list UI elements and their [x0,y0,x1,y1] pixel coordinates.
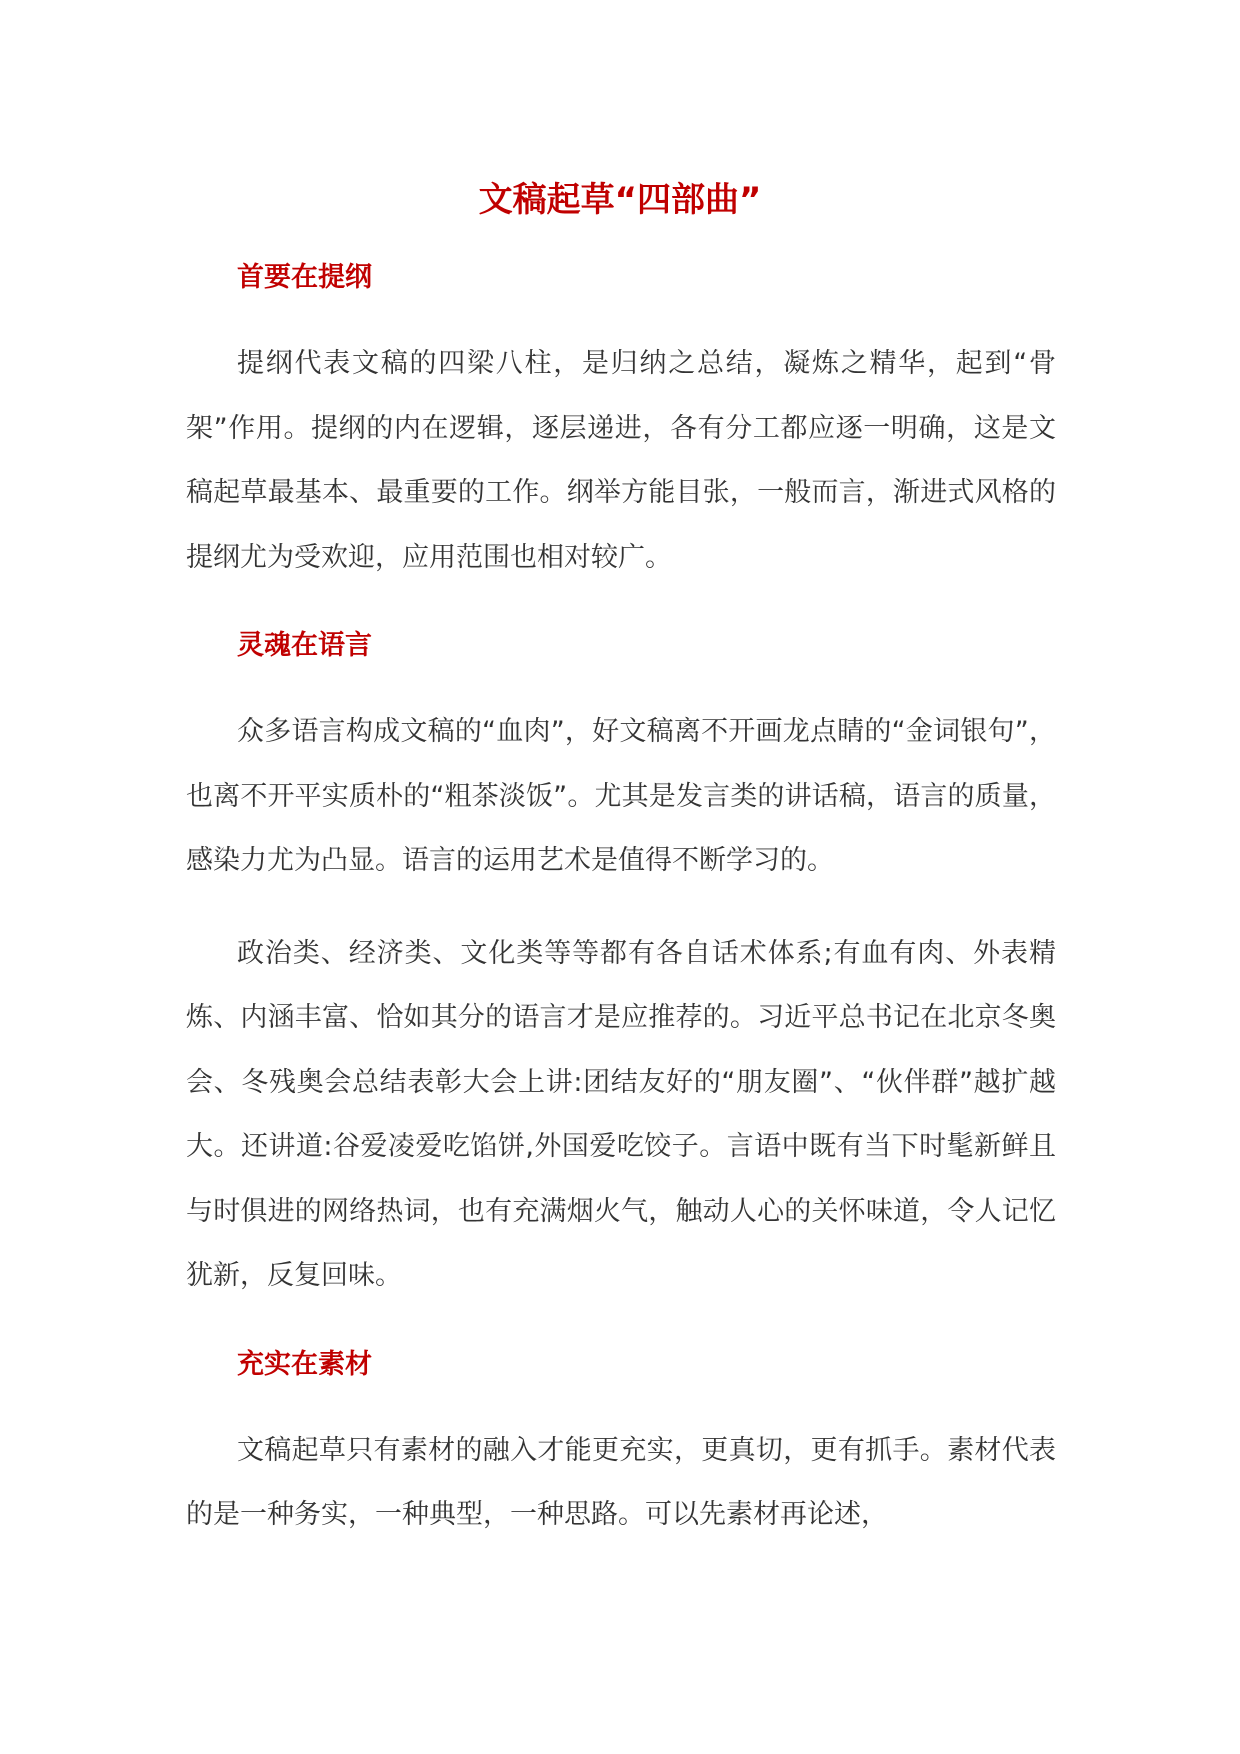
section-heading: 首要在提纲 [237,262,372,293]
paragraph: 提纲代表文稿的四梁八柱，是归纳之总结，凝炼之精华，起到“骨架”作用。提纲的内在逻辑，逐层递进，各有分工都应逐一明确，这是文稿起草最基本、最重要的工作。纲举方能目张，一般而言，渐进式风格的提纲尤为受欢迎，应用范围也相对较广。 [186,348,1056,573]
section-heading: 灵魂在语言 [237,630,372,661]
section-language [186,618,1056,1309]
document-title: 文稿起草“四部曲” [478,180,762,220]
section-material [186,1337,1056,1548]
paragraph: 文稿起草只有素材的融入才能更充实，更真切，更有抓手。素材代表的是一种务实，一种典型，一种思路。可以先素材再论述， [186,1434,1056,1530]
paragraph: 政治类、经济类、文化类等等都有各自话术体系;有血有肉、外表精炼、内涵丰富、恰如其分的语言才是应推荐的。习近平总书记在北京冬奥会、冬残奥会总结表彰大会上讲:团结友好的“朋友圈”、“伙伴群”越扩越大。还讲道:谷爱凌爱吃馅饼,外国爱吃饺子。言语中既有当下时髦新鲜且与时俱进的网络热词，也有充满烟火气，触动人心的关怀味道，令人记忆犹新，反复回味。 [186,937,1056,1291]
section-outline [186,250,1056,590]
paragraph: 众多语言构成文稿的“血肉”，好文稿离不开画龙点睛的“金词银句”，也离不开平实质朴的“粗茶淡饭”。尤其是发言类的讲话稿，语言的质量，感染力尤为凸显。语言的运用艺术是值得不断学习的。 [186,716,1056,876]
section-heading: 充实在素材 [237,1348,372,1380]
document-body [186,250,1056,1548]
